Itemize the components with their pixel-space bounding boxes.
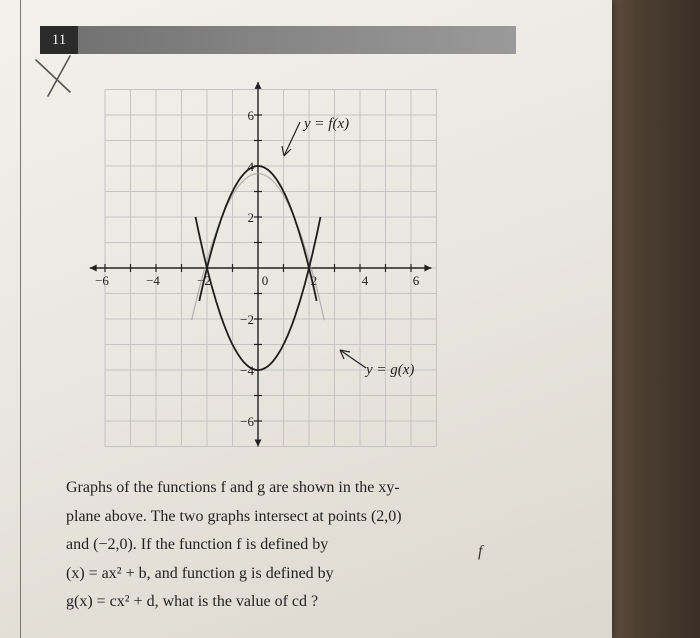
x-tick-label: 6: [412, 273, 420, 288]
g-label: y = g(x): [366, 362, 415, 378]
x-tick-label: −4: [146, 273, 160, 288]
y-tick-label: −2: [240, 312, 254, 327]
x-tick-label: 0: [261, 273, 269, 288]
question-line: and (−2,0). If the function f is defined by: [66, 536, 329, 553]
x-tick-label: 2: [310, 273, 318, 288]
x-tick-label: −2: [197, 273, 211, 288]
y-tick-label: −6: [240, 414, 254, 429]
f-label-arrow: [284, 122, 300, 156]
y-axis-arrow: [255, 82, 262, 89]
y-tick-label: 6: [247, 108, 254, 123]
handwritten-x-mark: [36, 56, 70, 96]
y-tick-label: 4: [247, 159, 254, 174]
question-number: 11: [40, 26, 78, 54]
question-line: (x) = ax² + b, and function g is defined by: [66, 564, 334, 582]
graph-axes: [90, 82, 432, 447]
x-axis-arrow: [90, 265, 97, 272]
question-line: Graphs of the functions f and g are shown in the xy-: [66, 479, 400, 496]
question-line: g(x) = cx² + d, what is the value of cd ?: [66, 593, 319, 610]
graph-annotations: [282, 116, 414, 378]
f-label: y = f(x): [304, 116, 350, 132]
x-axis-arrow: [424, 265, 431, 272]
margin-note: f: [478, 543, 483, 560]
y-tick-label: 2: [247, 210, 254, 225]
x-tick-label: −6: [95, 273, 109, 288]
y-tick-label: −4: [240, 363, 254, 378]
y-axis-arrow: [255, 440, 262, 447]
question-line: plane above. The two graphs intersect at points (2,0): [66, 507, 402, 525]
x-tick-label: 4: [361, 273, 369, 288]
question-text: [66, 474, 486, 617]
